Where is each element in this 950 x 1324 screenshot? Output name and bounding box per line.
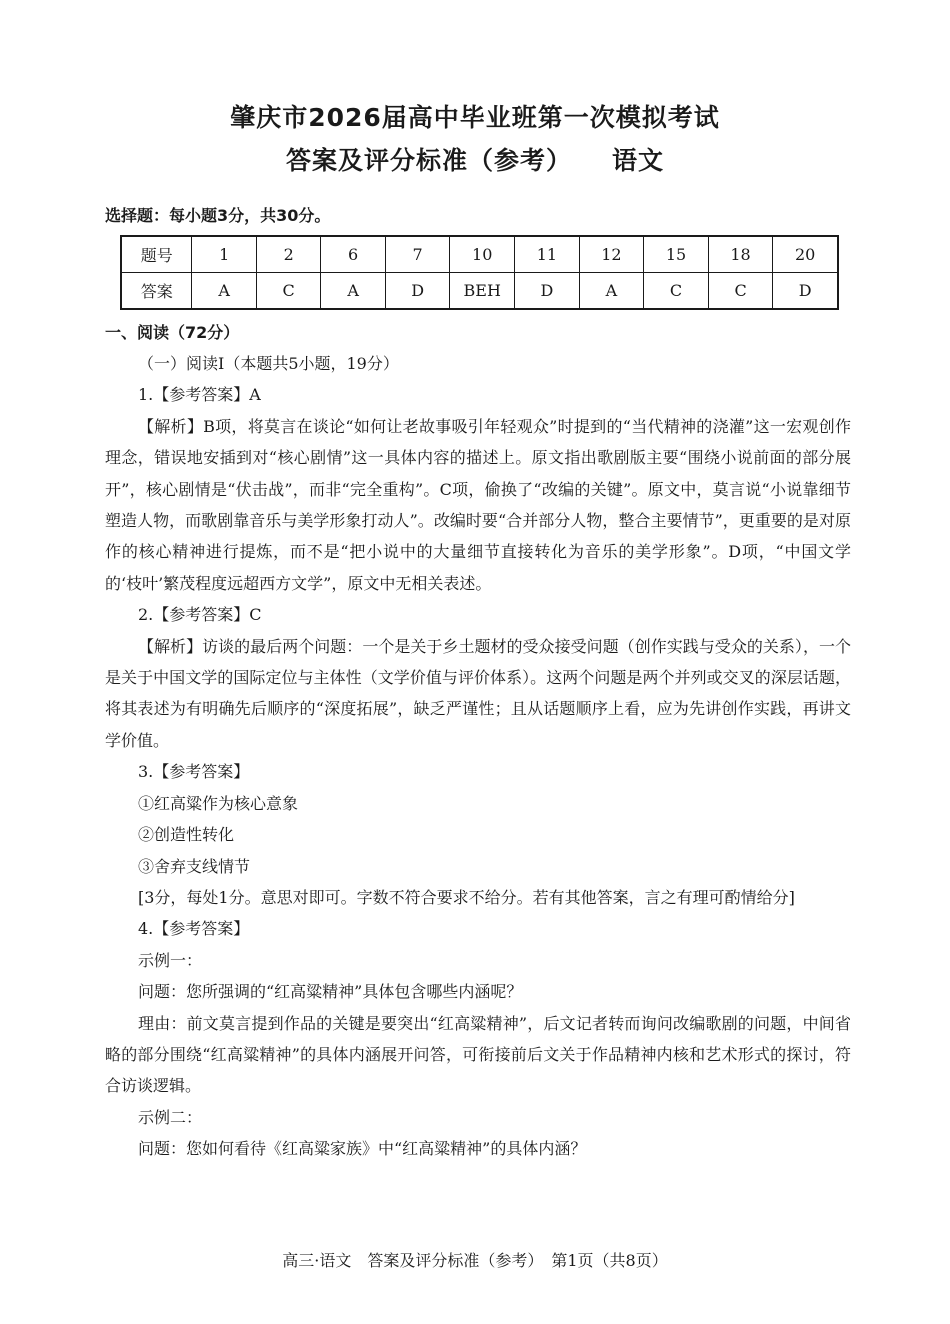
exam-title: 肇庆市2026届高中毕业班第一次模拟考试 (230, 103, 720, 132)
q2-answer: 2.【参考答案】C (138, 605, 262, 625)
q4-example-1-question: 问题：您所强调的“红高粱精神”具体包含哪些内涵呢？ (138, 982, 523, 1002)
q1-analysis: 【解析】B项，将莫言在谈论“如何让老故事吸引年轻观众”时提到的“当代精神的浇灌”这一宏观创作理念，错误地安插到对“核心剧情”这一具体内容的描述上。原文指出歌剧版主要“围绕小说前面的部分展开”，核心剧情是“伏击战”，而非“完全重构”。C项，偷换了“改编的关键”。原文中，莫言说“小说靠细节塑造人物，而歌剧靠音乐与美学形象打动人”。改编时要“合并部分人物，整合主要情节”，更重要的是对原作的核心精神进行提炼，而不是“把小说中的大量细节直接转化为音乐的美学形象”。D项，“中国文学的‘枝叶’繁茂程度远超西方文学”，原文中无相关表述。 (105, 416, 851, 593)
question-number-cell: 12 (579, 236, 644, 273)
answer-cell: C (644, 273, 709, 310)
answer-table (120, 235, 839, 310)
q4-example-1-reason: 理由：前文莫言提到作品的关键是要突出“红高粱精神”，后文记者转而询问改编歌剧的问题，中间省略的部分围绕“红高粱精神”的具体内涵展开问答，可衔接前后文关于作品精神内核和艺术形式的探讨，符合访谈逻辑。 (105, 1013, 851, 1096)
answer-cell: BEH (450, 273, 515, 310)
question-number-cell: 7 (385, 236, 449, 273)
sub-section-heading: （一）阅读Ⅰ（本题共5小题，19分） (138, 354, 399, 373)
row-label-answer: 答案 (121, 273, 192, 310)
q4-example-2-label: 示例二： (138, 1107, 203, 1127)
question-number-cell: 20 (773, 236, 838, 273)
answer-cell: A (579, 273, 644, 310)
question-number-cell: 15 (644, 236, 709, 273)
row-label-question: 题号 (121, 236, 192, 273)
multiple-choice-header: 选择题：每小题3分，共30分。 (105, 206, 331, 225)
question-number-cell: 18 (708, 236, 773, 273)
answer-row (121, 273, 838, 310)
answer-body (105, 348, 851, 1165)
q1-answer: 1.【参考答案】A (138, 385, 261, 405)
section-heading-reading: 一、阅读（72分） (105, 323, 240, 342)
question-number-cell: 1 (192, 236, 256, 273)
question-number-row (121, 236, 838, 273)
q4-example-1-label: 示例一： (138, 950, 203, 970)
page-footer: 高三·语文 答案及评分标准（参考） 第1页（共8页） (282, 1251, 668, 1270)
question-number-cell: 11 (515, 236, 580, 273)
q4-example-2-question: 问题：您如何看待《红高粱家族》中“红高粱精神”的具体内涵？ (138, 1139, 587, 1159)
subtitle-text: 答案及评分标准（参考） (285, 146, 572, 175)
q4-answer: 4.【参考答案】 (138, 919, 250, 939)
answer-cell: D (773, 273, 838, 310)
answer-cell: C (708, 273, 773, 310)
document-subtitle (0, 141, 950, 177)
q2-analysis: 【解析】访谈的最后两个问题：一个是关于乡土题材的受众接受问题（创作实践与受众的关系），一个是关于中国文学的国际定位与主体性（文学价值与评价体系）。这两个问题是两个并列或交叉的深层话题，将其表述为有明确先后顺序的“深度拓展”，缺乏严谨性；且从话题顺序上看，应为先讲创作实践，再讲文学价值。 (105, 636, 851, 750)
question-number-cell: 10 (450, 236, 515, 273)
answer-cell: D (385, 273, 449, 310)
q3-point-1: ①红高粱作为核心意象 (138, 793, 299, 813)
answer-cell: D (515, 273, 580, 310)
q3-scoring-note: [3分，每处1分。意思对即可。字数不符合要求不给分。若有其他答案，言之有理可酌情给分] (138, 887, 795, 907)
question-number-cell: 2 (256, 236, 320, 273)
q3-point-2: ②创造性转化 (138, 825, 235, 845)
answer-cell: C (256, 273, 320, 310)
q3-point-3: ③舍弃支线情节 (138, 856, 251, 876)
q3-answer: 3.【参考答案】 (138, 762, 250, 782)
answer-cell: A (192, 273, 256, 310)
question-number-cell: 6 (321, 236, 385, 273)
subject-label: 语文 (612, 146, 665, 175)
answer-cell: A (321, 273, 385, 310)
